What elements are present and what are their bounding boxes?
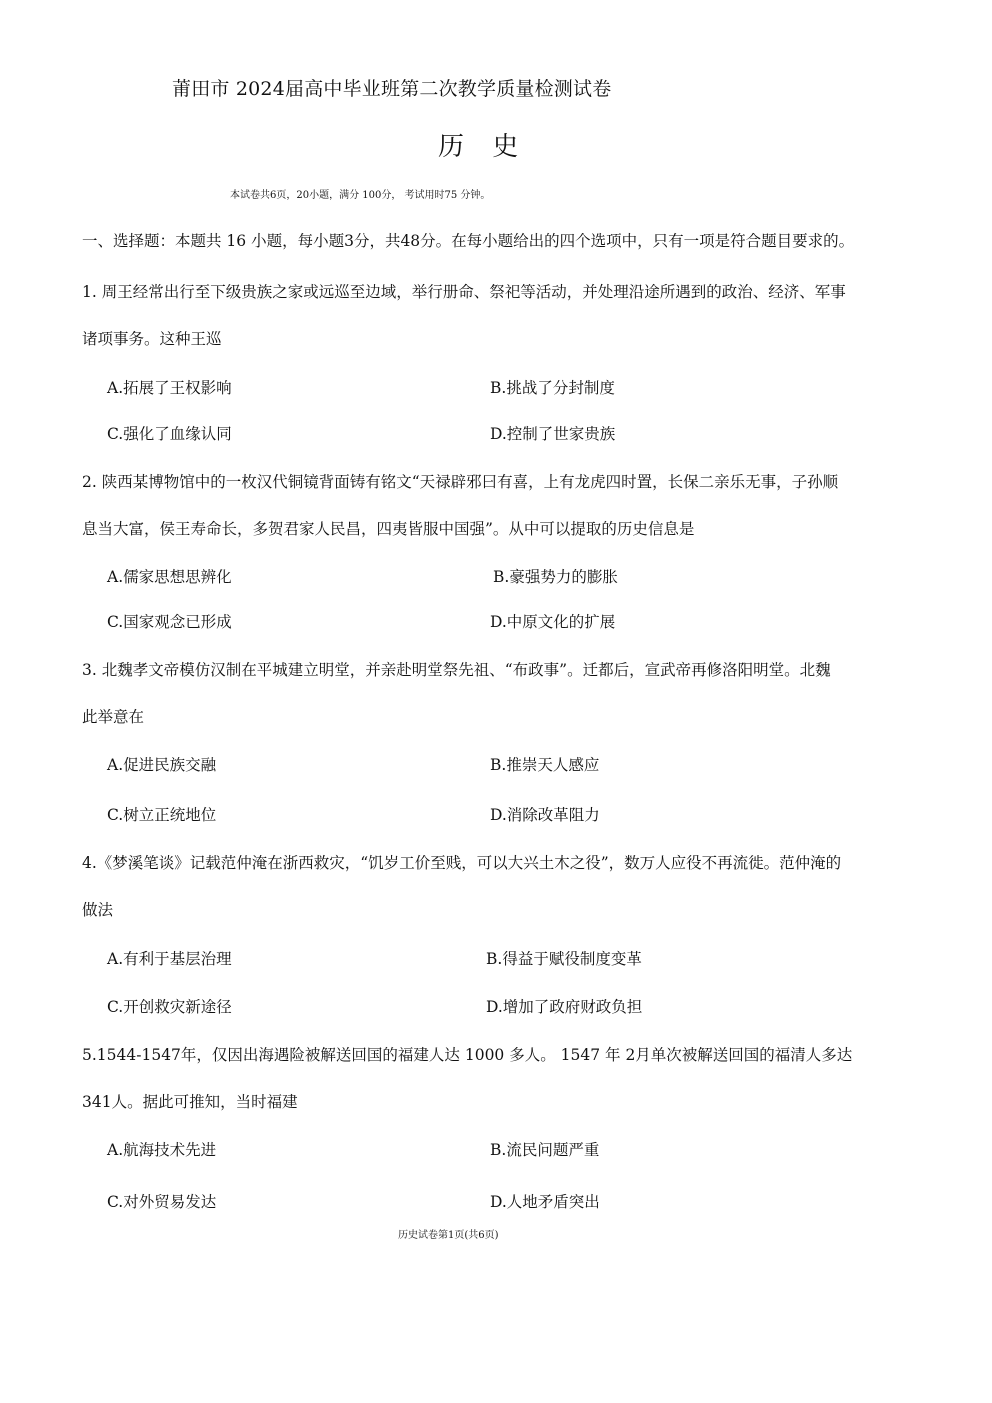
question-3-line-1: 3. 北魏孝文帝模仿汉制在平城建立明堂，并亲赴明堂祭先祖、“布政事”。迁都后，宣武帝再修洛阳明堂。北魏 <box>82 661 831 679</box>
question-5-option-c: C.对外贸易发达 <box>107 1193 217 1211</box>
question-4-option-d: D.增加了政府财政负担 <box>486 998 643 1016</box>
question-3-option-a: A.促进民族交融 <box>107 756 217 774</box>
question-5-option-d: D.人地矛盾突出 <box>490 1193 600 1211</box>
question-3-option-d: D.消除改革阻力 <box>490 806 600 824</box>
question-3-option-b: B.推崇天人感应 <box>490 756 600 774</box>
question-2-option-c: C.国家观念已形成 <box>107 613 232 631</box>
question-4-option-b: B.得益于赋役制度变革 <box>486 950 642 968</box>
question-1-option-a: A.拓展了王权影响 <box>107 379 232 397</box>
question-2-option-a: A.儒家思想思辨化 <box>107 568 232 586</box>
question-1-line-1: 1. 周王经常出行至下级贵族之家或远巡至边域，举行册命、祭祀等活动，并处理沿途所遇到的政治、经济、军事 <box>82 283 846 301</box>
question-5-option-b: B.流民问题严重 <box>490 1141 600 1159</box>
question-4-line-1: 4.《梦溪笔谈》记载范仲淹在浙西救灾，“饥岁工价至贱，可以大兴土木之役”，数万人应役不再流徙。范仲淹的 <box>82 854 842 872</box>
question-5-line-2: 341人。据此可推知，当时福建 <box>82 1093 298 1111</box>
question-1-option-c: C.强化了血缘认同 <box>107 425 232 443</box>
question-4-line-2: 做法 <box>82 901 114 919</box>
exam-title: 莆田市 2024届高中毕业班第二次教学质量检测试卷 <box>172 78 612 100</box>
question-4-option-a: A.有利于基层治理 <box>107 950 232 968</box>
question-1-option-b: B.挑战了分封制度 <box>490 379 615 397</box>
question-1-option-d: D.控制了世家贵族 <box>490 425 616 443</box>
question-2-line-2: 息当大富，侯王寿命长，多贺君家人民昌，四夷皆服中国强”。从中可以提取的历史信息是 <box>82 520 695 538</box>
question-2-option-d: D.中原文化的扩展 <box>490 613 616 631</box>
question-2-option-b: B.豪强势力的膨胀 <box>493 568 618 586</box>
subject-title: 历 史 <box>438 132 529 162</box>
question-1-line-2: 诸项事务。这种王巡 <box>82 330 222 348</box>
page-footer: 历史试卷第1页(共6页) <box>398 1230 499 1241</box>
question-5-option-a: A.航海技术先进 <box>107 1141 217 1159</box>
question-5-line-1: 5.1544-1547年，仅因出海遇险被解送回国的福建人达 1000 多人。 1547 年 2月单次被解送回国的福清人多达 <box>82 1046 853 1064</box>
question-2-line-1: 2. 陕西某博物馆中的一枚汉代铜镜背面铸有铭文“天禄辟邪曰有喜，上有龙虎四时置，长保二亲乐无事，子孙顺 <box>82 473 839 491</box>
section-heading: 一、选择题：本题共 16 小题，每小题3分，共48分。在每小题给出的四个选项中，只有一项是符合题目要求的。 <box>82 232 855 250</box>
question-4-option-c: C.开创救灾新途径 <box>107 998 232 1016</box>
question-3-line-2: 此举意在 <box>82 708 145 726</box>
question-3-option-c: C.树立正统地位 <box>107 806 217 824</box>
exam-note: 本试卷共6页，20小题，满分 100分， 考试用时75 分钟。 <box>230 190 491 201</box>
